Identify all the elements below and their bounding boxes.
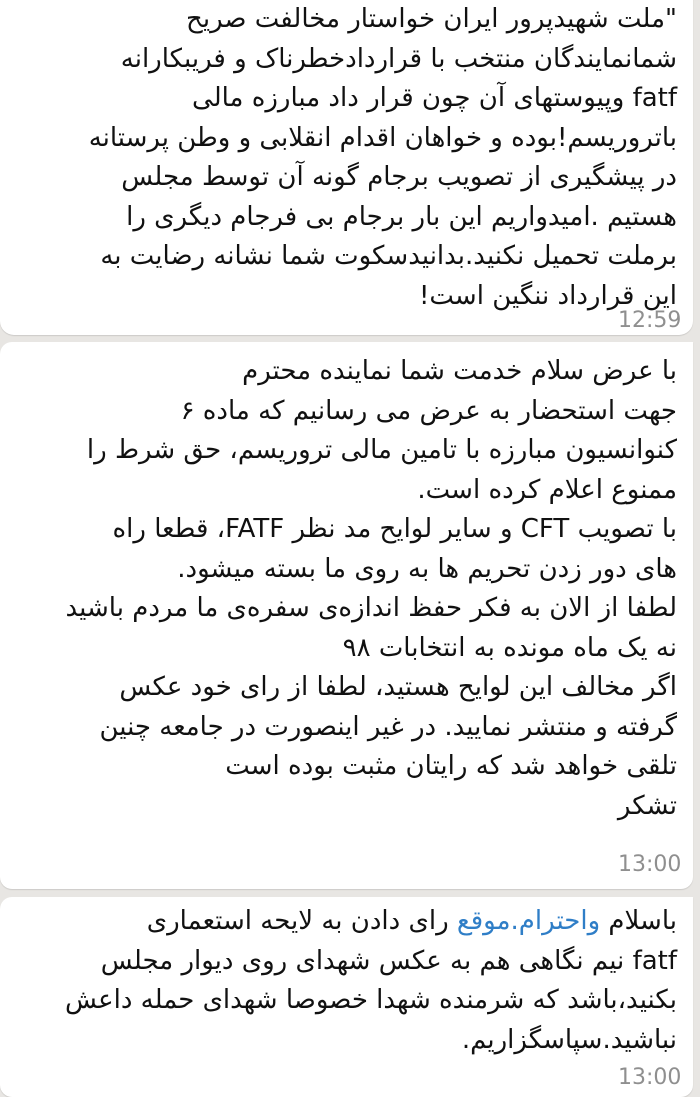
message-bubble[interactable] xyxy=(0,0,693,335)
message-text: "ملت شهیدپرور ایران خواستار مخالفت صریح شمانمایندگان منتخب با قراردادخطرناک و فریبکارانه fatf وپیوستهای آن چون قرار داد مبارزه مالی باتروریسم!بوده و خواهان اقدام انقلابی و وطن پرستانه در پیشگیری از تصویب برجام گونه آن توسط مجلس هستیم .امیدواریم این بار برجام بی فرجام دیگری را برملت تحمیل نکنید.بدانیدسکوت شما نشانه رضایت به این قرارداد ننگین است! xyxy=(88,4,677,311)
message-text-rest: رای دادن به لایحه استعماری fatf نیم نگاهی هم به عکس شهدای روی دیوار مجلس بکنید،باشد که شرمنده شهدا خصوصا شهدای حمله داعش نباشید.سپاسگزاریم. xyxy=(64,906,677,1055)
message-text: با عرض سلام خدمت شما نماینده محترم جهت استحضار به عرض می رسانیم که ماده ۶ کنوانسیون مبارزه با تامین مالی تروریسم، حق شرط را ممنوع اعلام کرده است. با تصویب CFT و سایر لوایح مد نظر FATF، قطعا راه های دور زدن تحریم ها به روی ما بسته میشود. لطفا از الان به فکر حفظ اندازه‌ی سفره‌ی ما مردم باشید نه یک ماه مونده به انتخابات ۹۸ اگر مخالف این لوایح هستید، لطفا از رای خود عکس گرفته و منتشر نمایید. در غیر اینصورت در جامعه چنین تلقی خواهد شد که رایتان مثبت بوده است تشکر xyxy=(65,356,677,821)
message-timestamp: 12:59 xyxy=(618,308,682,333)
message-text-start: باسلام xyxy=(600,906,677,936)
message-timestamp: 13:00 xyxy=(618,1065,682,1090)
message-bubble[interactable] xyxy=(0,342,693,889)
message-timestamp: 13:00 xyxy=(618,852,682,877)
message-text xyxy=(12,897,677,1060)
mention-link[interactable]: واحترام.موقع xyxy=(456,906,601,936)
message-bubble[interactable] xyxy=(0,897,693,1097)
